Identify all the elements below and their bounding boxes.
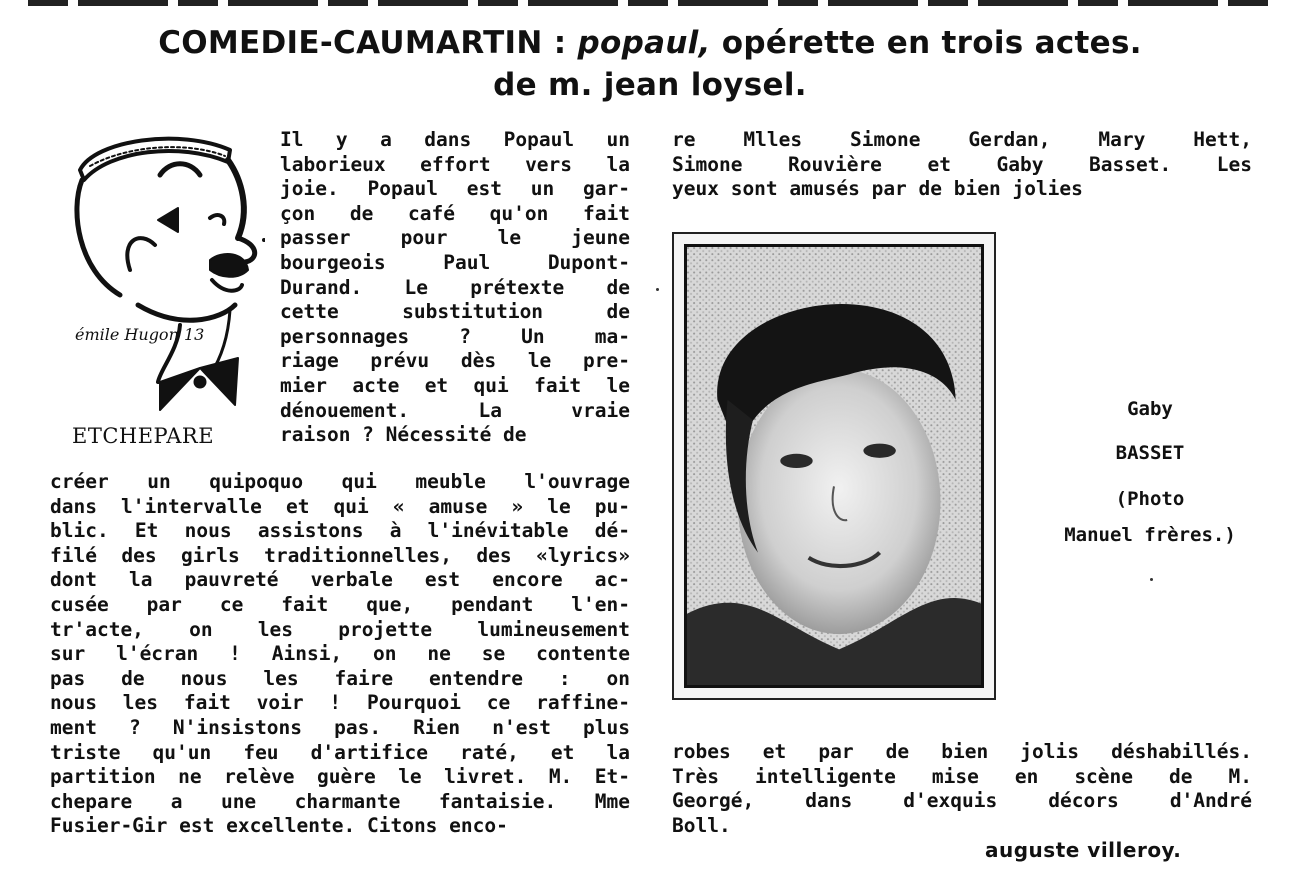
article-line: çon de café qu'on fait xyxy=(280,201,630,225)
article-line: personnages ? Un ma- xyxy=(280,324,630,348)
photo-caption-credit-1: (Photo xyxy=(1115,488,1185,510)
portrait-photo xyxy=(672,232,996,700)
article-line: re Mlles Simone Gerdan, Mary Hett, xyxy=(672,128,1252,151)
print-speck xyxy=(656,288,659,291)
caricature-caption: ETCHEPARE xyxy=(72,424,215,448)
article-line: passer pour le jeune xyxy=(280,226,630,250)
article-line: Georgé, dans d'exquis décors d'André xyxy=(672,789,1252,813)
article-column-a-bottom xyxy=(50,470,630,839)
article-line: yeux sont amusés par de bien jolies xyxy=(672,177,1083,201)
photo-caption-surname: BASSET xyxy=(1115,442,1185,464)
photo-caption-firstname: Gaby xyxy=(1127,398,1173,420)
article-line: triste qu'un feu d'artifice raté, et la xyxy=(50,740,630,764)
article-column-a-top xyxy=(280,128,630,448)
article-line: Fusier-Gir est excellente. Citons enco- xyxy=(50,814,508,838)
article-line: joie. Popaul est un gar- xyxy=(280,177,630,201)
article-column-b-top xyxy=(672,128,1252,202)
article-line: Très intelligente mise en scène de M. xyxy=(672,764,1252,788)
top-rule xyxy=(28,0,1268,6)
article-line: Simone Rouvière et Gaby Basset. Les xyxy=(672,152,1252,176)
article-line: tr'acte, on les projette lumineusement xyxy=(50,617,630,641)
headline-rest: opérette en trois actes. xyxy=(721,25,1142,61)
article-line: Il y a dans Popaul un xyxy=(280,128,630,151)
article-line: robes et par de bien jolis déshabillés. xyxy=(672,740,1252,763)
article-line: laborieux effort vers la xyxy=(280,152,630,176)
photo-caption-credit-2: Manuel frères.) xyxy=(1064,524,1236,546)
article-line: dont la pauvreté verbale est encore ac- xyxy=(50,568,630,592)
artist-signature: émile Hugon 13 xyxy=(75,325,205,344)
article-line: dénouement. La vraie xyxy=(280,398,630,422)
article-line: Durand. Le prétexte de xyxy=(280,275,630,299)
headline-line-2: de m. jean loysel. xyxy=(493,67,807,103)
article-line: raison ? Nécessité de xyxy=(280,423,527,447)
print-speck xyxy=(1150,578,1153,581)
article-line: cusée par ce fait que, pendant l'en- xyxy=(50,592,630,616)
article-line: riage prévu dès le pre- xyxy=(280,349,630,373)
portrait-image xyxy=(687,247,981,685)
caricature-illustration xyxy=(60,120,265,425)
article-line: nous les fait voir ! Pourquoi ce raffine- xyxy=(50,691,630,715)
article-line: mier acte et qui fait le xyxy=(280,373,630,397)
article-line: pas de nous les faire entendre : on xyxy=(50,666,630,690)
article-line: sur l'écran ! Ainsi, on ne se contente xyxy=(50,642,630,666)
article-line: dans l'intervalle et qui « amuse » le pu- xyxy=(50,494,630,518)
headline-venue: COMEDIE-CAUMARTIN : xyxy=(158,25,567,61)
article-line: chepare a une charmante fantaisie. Mme xyxy=(50,789,630,813)
article-line: cette substitution de xyxy=(280,300,630,324)
headline-title: popaul, xyxy=(577,25,711,61)
portrait-photo-inner xyxy=(684,244,984,688)
article-line: ment ? N'insistons pas. Rien n'est plus xyxy=(50,715,630,739)
article-line: bourgeois Paul Dupont- xyxy=(280,250,630,274)
article-line: Boll. xyxy=(672,813,731,837)
article-line: blic. Et nous assistons à l'inévitable dé- xyxy=(50,519,630,543)
author-signature: auguste villeroy. xyxy=(985,838,1182,862)
headline xyxy=(0,22,1300,106)
headline-line-1 xyxy=(0,22,1300,64)
article-line: créer un quipoquo qui meuble l'ouvrage xyxy=(50,470,630,493)
article-line: partition ne relève guère le livret. M. Et- xyxy=(50,765,630,789)
article-column-b-bottom xyxy=(672,740,1252,838)
article-line: filé des girls traditionnelles, des «lyrics» xyxy=(50,543,630,567)
